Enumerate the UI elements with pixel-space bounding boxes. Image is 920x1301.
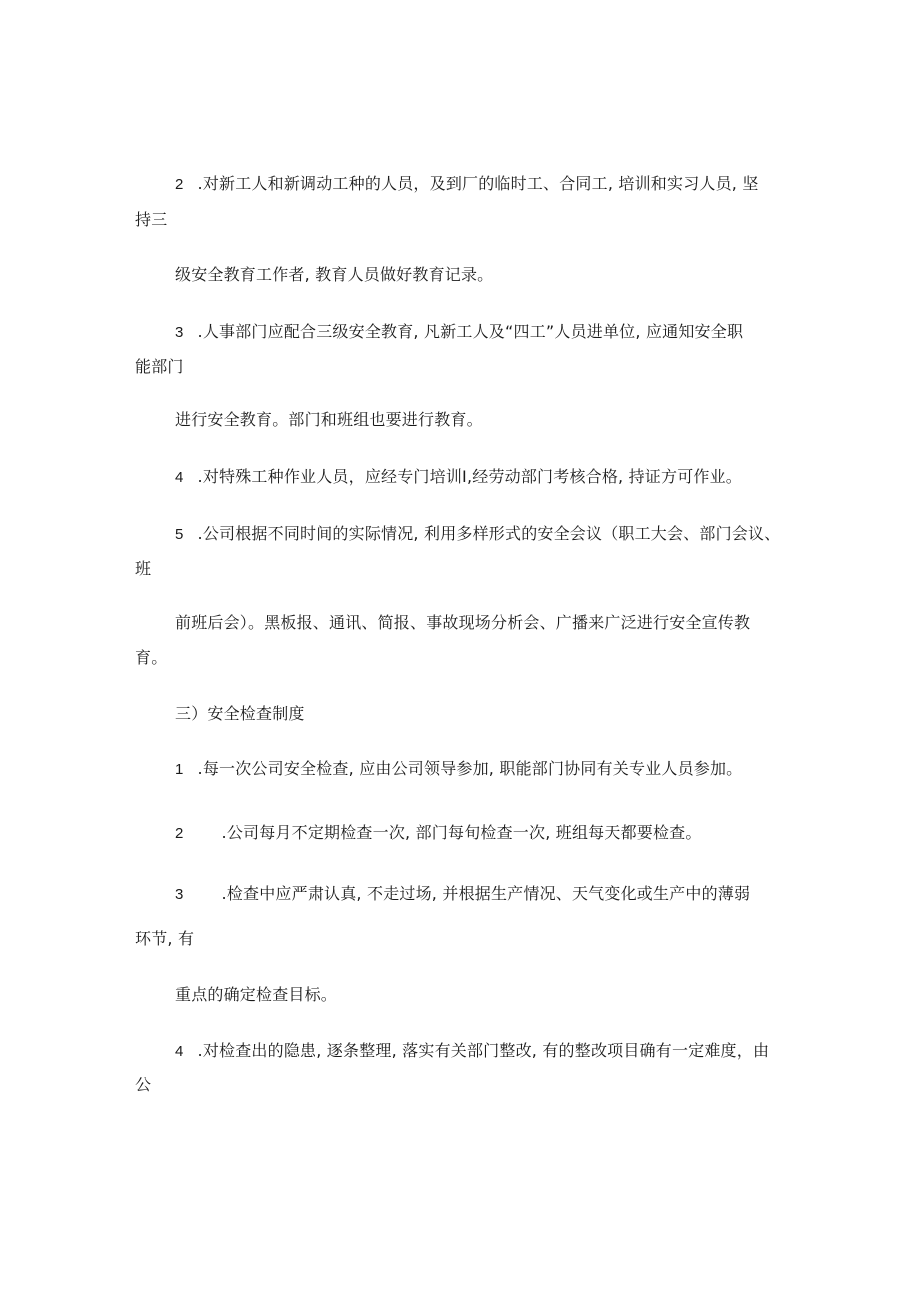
item-2-continuation: 级安全教育工作者, 教育人员做好教育记录。	[175, 265, 494, 284]
item-2-number: 2	[175, 176, 184, 193]
item-5-wrap: 班	[135, 559, 152, 578]
item-3-text: .人事部门应配合三级安全教育, 凡新工人及“四工”人员进单位, 应通知安全职	[197, 322, 744, 341]
check-item-3-line-1	[175, 884, 750, 905]
check-item-3-number: 3	[175, 886, 184, 903]
item-4-text: .对特殊工种作业人员，应经专门培训I,经劳动部门考核合格, 持证方可作业。	[197, 467, 743, 486]
item-5-continuation-wrap: 育。	[135, 648, 168, 667]
section-heading: 三）安全检查制度	[175, 704, 305, 723]
check-item-3-continuation: 重点的确定检查目标。	[175, 985, 338, 1004]
check-item-1-text: .每一次公司安全检查, 应由公司领导参加, 职能部门协同有关专业人员参加。	[197, 759, 743, 778]
item-2-text: .对新工人和新调动工种的人员，及到厂的临时工、合同工, 培训和实习人员, 坚	[197, 174, 759, 193]
item-4-number: 4	[175, 469, 184, 486]
check-item-4-number: 4	[175, 1043, 184, 1060]
item-3-line-1	[175, 322, 743, 343]
item-3-wrap: 能部门	[135, 357, 184, 376]
check-item-3-wrap: 环节, 有	[135, 929, 195, 948]
item-5-number: 5	[175, 526, 184, 543]
item-5-continuation: 前班后会）。黑板报、通讯、简报、事故现场分析会、广播来广泛进行安全宣传教	[175, 613, 751, 632]
check-item-3-text: .检查中应严肃认真, 不走过场, 并根据生产情况、天气变化或生产中的薄弱	[221, 884, 751, 903]
item-2-wrap: 持三	[135, 210, 168, 229]
item-5-line-1	[175, 524, 780, 545]
item-3-number: 3	[175, 324, 184, 341]
check-item-1-number: 1	[175, 761, 184, 778]
check-item-2-number: 2	[175, 825, 184, 842]
check-item-4-text: .对检查出的隐患, 逐条整理, 落实有关部门整改, 有的整改项目确有一定难度，由	[197, 1041, 770, 1060]
item-4-line-1	[175, 467, 742, 488]
check-item-1-line-1	[175, 759, 742, 780]
check-item-2-line-1	[175, 823, 702, 844]
check-item-4-wrap: 公	[135, 1075, 152, 1094]
item-5-text: .公司根据不同时间的实际情况, 利用多样形式的安全会议（职工大会、部门会议、	[197, 524, 781, 543]
item-2-line-1	[175, 174, 759, 195]
item-3-continuation: 进行安全教育。部门和班组也要进行教育。	[175, 410, 483, 429]
check-item-2-text: .公司每月不定期检查一次, 部门每旬检查一次, 班组每天都要检查。	[221, 823, 702, 842]
check-item-4-line-1	[175, 1041, 769, 1062]
